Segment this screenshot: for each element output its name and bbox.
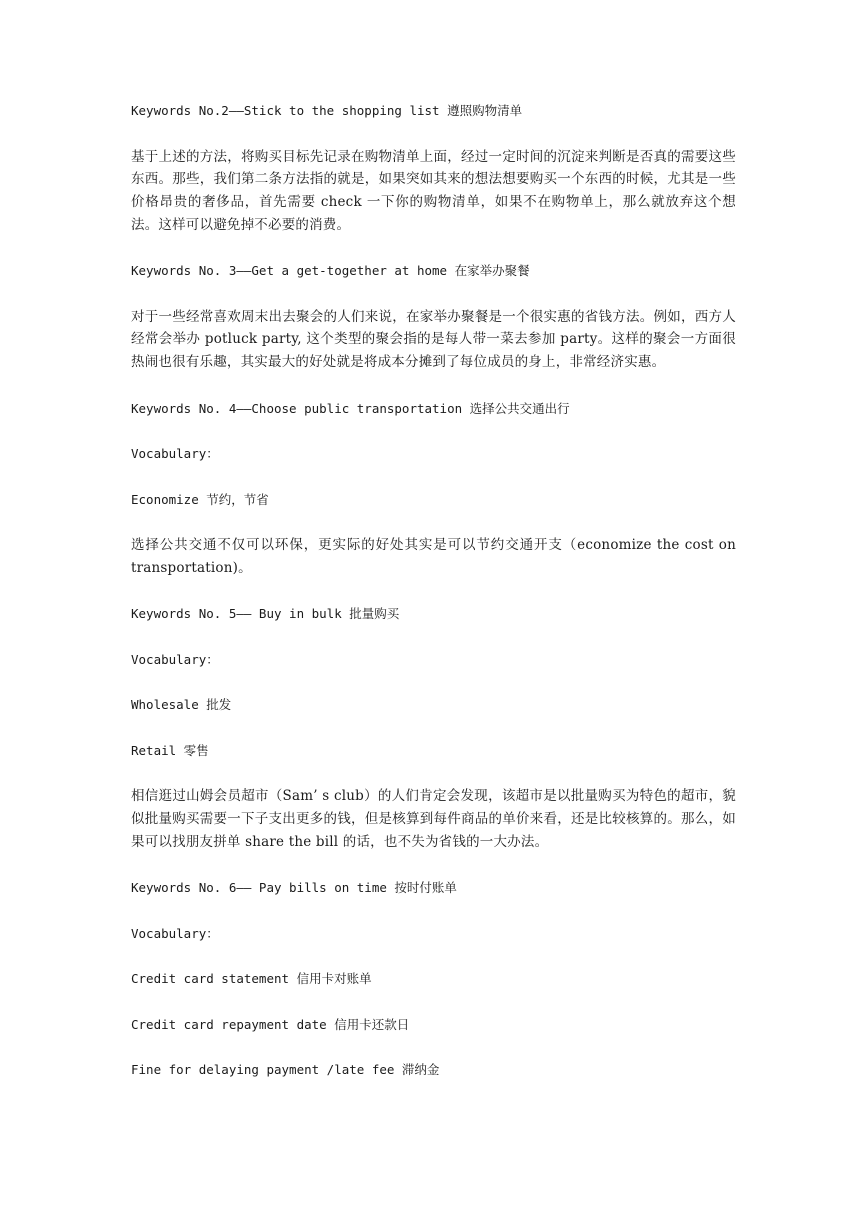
section-paragraph-5: 相信逛过山姆会员超市（Sam’ s club）的人们肯定会发现，该超市是以批量购买为特色的超市，貌似批量购买需要一下子支出更多的钱，但是核算到每件商品的单价来看，还是比较核算的。那么，如果可以找朋友拼单 share the bill 的话，也不失为省钱的一大办法。 xyxy=(131,788,736,850)
section-heading-5: Keywords No. 5—— Buy in bulk 批量购买 xyxy=(131,606,400,622)
section-heading-3: Keywords No. 3——Get a get-together at home 在家举办聚餐 xyxy=(131,263,530,279)
vocabulary-item: Economize 节约，节省 xyxy=(131,491,269,507)
section-heading-2: Keywords No.2——Stick to the shopping list 遵照购物清单 xyxy=(131,103,523,118)
vocabulary-item: Credit card statement 信用卡对账单 xyxy=(131,971,372,987)
section-paragraph-2: 基于上述的方法，将购买目标先记录在购物清单上面，经过一定时间的沉淀来判断是否真的需要这些东西。那些，我们第二条方法指的就是，如果突如其来的想法想要购买一个东西的时候，尤其是一些价格昂贵的奢侈品，首先需要 check 一下你的购物清单，如果不在购物单上，那么就放弃这个想法。这样可以避免掉不必要的消费。 xyxy=(131,148,736,233)
vocabulary-label: Vocabulary： xyxy=(131,651,219,667)
vocabulary-label: Vocabulary： xyxy=(131,925,219,941)
section-heading-6: Keywords No. 6—— Pay bills on time 按时付账单 xyxy=(131,880,457,896)
vocabulary-item: Retail 零售 xyxy=(131,742,209,758)
vocabulary-item: Wholesale 批发 xyxy=(131,697,232,713)
vocabulary-label: Vocabulary： xyxy=(131,446,219,462)
section-heading-4: Keywords No. 4——Choose public transportation 选择公共交通出行 xyxy=(131,400,570,416)
document-page xyxy=(131,100,736,1105)
vocabulary-item: Credit card repayment date 信用卡还款日 xyxy=(131,1016,410,1032)
vocabulary-item: Fine for delaying payment /late fee 滞纳金 xyxy=(131,1062,440,1078)
section-paragraph-4: 选择公共交通不仅可以环保，更实际的好处其实是可以节约交通开支（economize the cost on transportation)。 xyxy=(131,537,736,576)
section-paragraph-3: 对于一些经常喜欢周末出去聚会的人们来说，在家举办聚餐是一个很实惠的省钱方法。例如，西方人经常会举办 potluck party, 这个类型的聚会指的是每人带一菜去参加 party。这样的聚会一方面很热闹也很有乐趣，其实最大的好处就是将成本分摊到了每位成员的身上，非常经济实惠。 xyxy=(131,308,736,371)
